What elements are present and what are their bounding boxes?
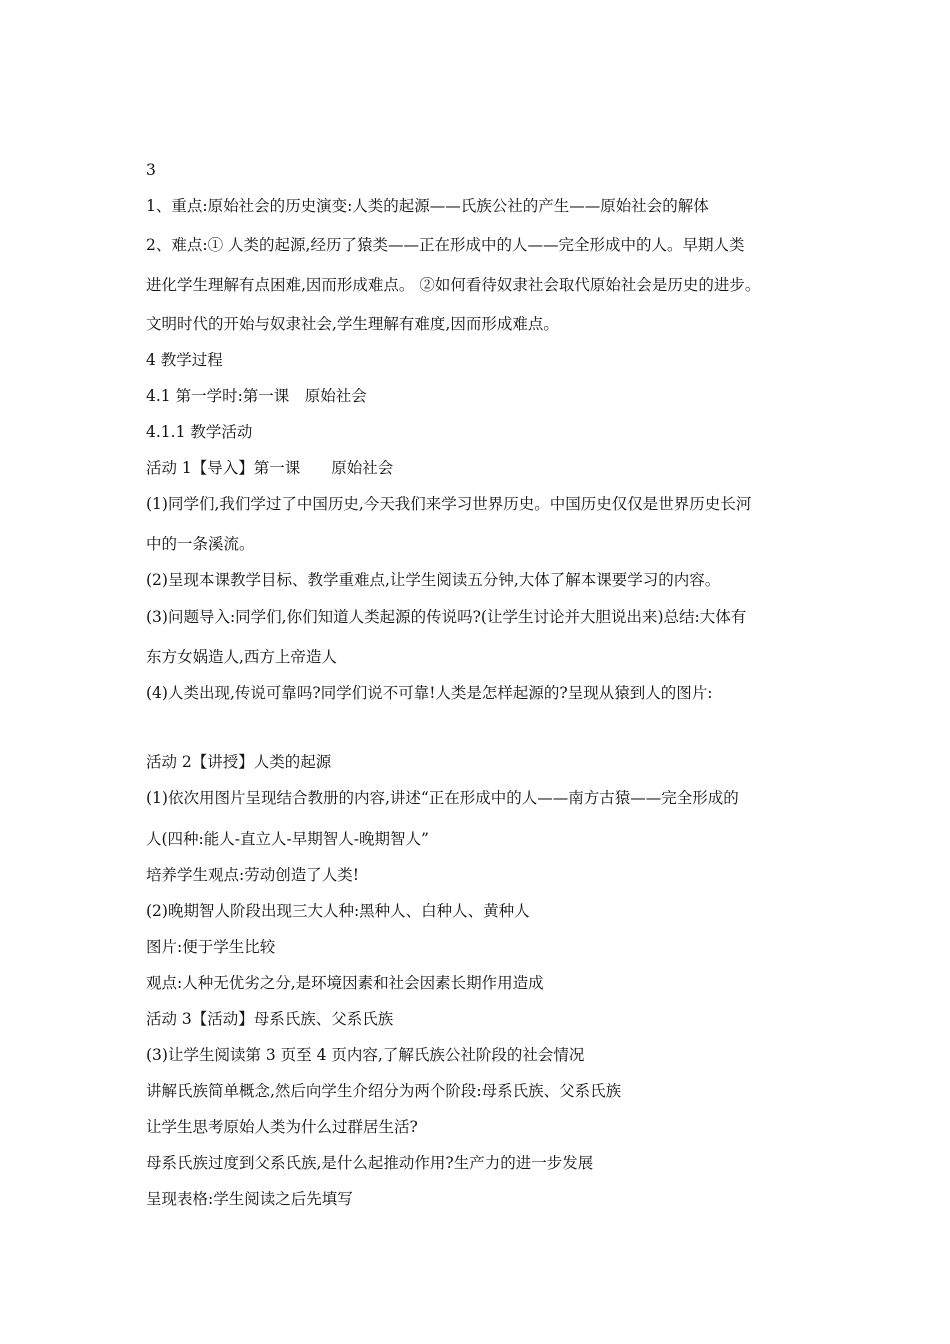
page-number: 3	[146, 161, 156, 179]
paragraph-line: (2)晚期智人阶段出现三大人种:黑种人、白种人、黄种人	[146, 902, 530, 920]
paragraph-line: 呈现表格:学生阅读之后先填写	[146, 1190, 353, 1208]
activity-3-heading: 活动 3【活动】母系氏族、父系氏族	[146, 1010, 394, 1028]
paragraph-line: 讲解氏族简单概念,然后向学生介绍分为两个阶段:母系氏族、父系氏族	[146, 1082, 622, 1100]
paragraph-line: 母系氏族过度到父系氏族,是什么起推动作用?生产力的进一步发展	[146, 1154, 594, 1172]
difficulty-line-2: 进化学生理解有点困难,因而形成难点。 ②如何看待奴隶社会取代原始社会是历史的进步。	[146, 276, 761, 294]
paragraph-line: 东方女娲造人,西方上帝造人	[146, 648, 337, 666]
subsubsection-heading: 4.1.1 教学活动	[146, 423, 253, 441]
paragraph-line: (2)呈现本课教学目标、教学重难点,让学生阅读五分钟,大体了解本课要学习的内容。	[146, 571, 721, 589]
paragraph-line: (1)同学们,我们学过了中国历史,今天我们来学习世界历史。中国历史仅仅是世界历史长河	[146, 495, 752, 513]
paragraph-line: 观点:人种无优劣之分,是环境因素和社会因素长期作用造成	[146, 974, 544, 992]
difficulty-line-1: 2、难点:① 人类的起源,经历了猿类——正在形成中的人——完全形成中的人。早期人类	[146, 236, 745, 254]
paragraph-line: 培养学生观点:劳动创造了人类!	[146, 866, 359, 884]
paragraph-line: (4)人类出现,传说可靠吗?同学们说不可靠!人类是怎样起源的?呈现从猿到人的图片:	[146, 684, 713, 702]
difficulty-line-3: 文明时代的开始与奴隶社会,学生理解有难度,因而形成难点。	[146, 315, 559, 333]
paragraph-line: 图片:便于学生比较	[146, 938, 276, 956]
paragraph-line: (3)让学生阅读第 3 页至 4 页内容,了解氏族公社阶段的社会情况	[146, 1046, 585, 1064]
paragraph-line: 人(四种:能人-直立人-早期智人-晚期智人”	[146, 830, 429, 848]
section-heading: 4 教学过程	[146, 351, 223, 369]
key-point: 1、重点:原始社会的历史演变:人类的起源——氏族公社的产生——原始社会的解体	[146, 197, 709, 215]
paragraph-line: (3)问题导入:同学们,你们知道人类起源的传说吗?(让学生讨论并大胆说出来)总结:大体有	[146, 608, 747, 626]
paragraph-line: (1)依次用图片呈现结合教册的内容,讲述“正在形成中的人——南方古猿——完全形成的	[146, 789, 739, 807]
activity-2-heading: 活动 2【讲授】人类的起源	[146, 753, 332, 771]
paragraph-line: 让学生思考原始人类为什么过群居生活?	[146, 1118, 418, 1136]
paragraph-line: 中的一条溪流。	[146, 535, 255, 553]
subsection-heading: 4.1 第一学时:第一课 原始社会	[146, 387, 367, 405]
activity-1-heading: 活动 1【导入】第一课 原始社会	[146, 459, 394, 477]
